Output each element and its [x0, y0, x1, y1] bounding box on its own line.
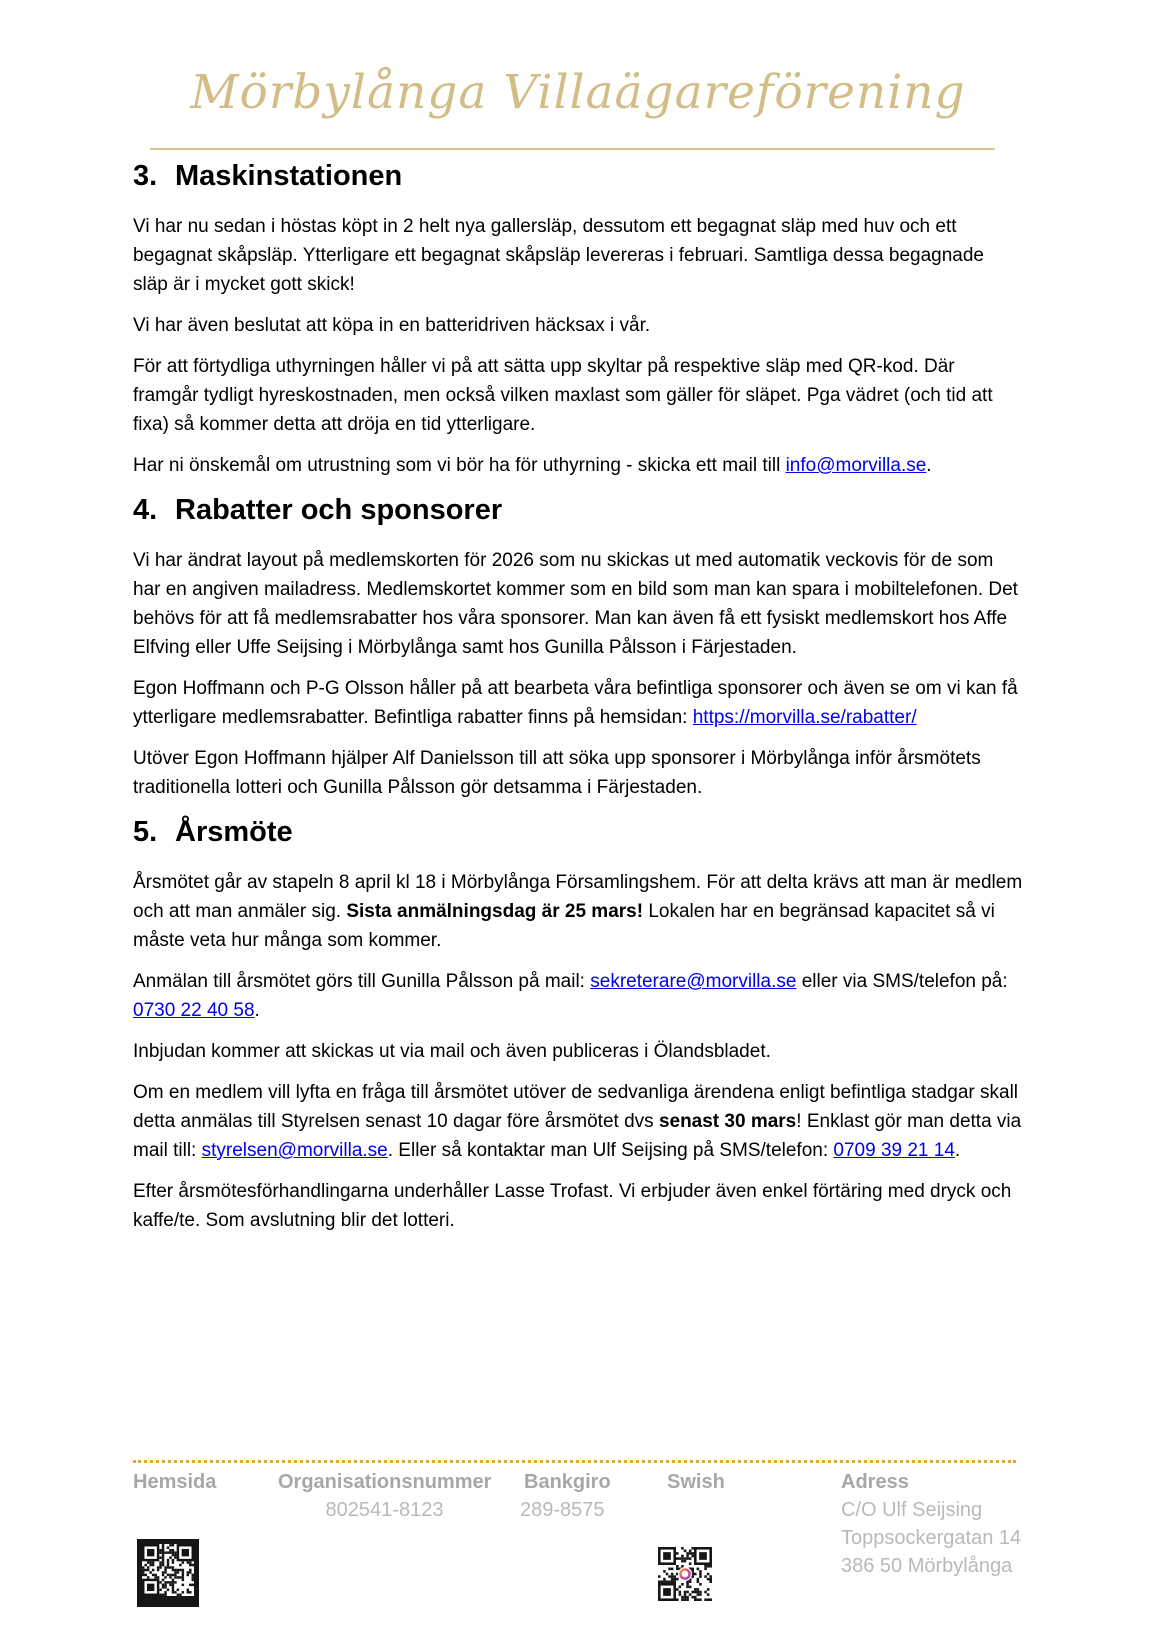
section-maskinstationen [133, 158, 1023, 480]
text-run: . [254, 1000, 260, 1021]
paragraph [133, 868, 1023, 955]
footer-col-hemsida [133, 1469, 216, 1495]
link-sekreterare-morvilla-se[interactable]: sekreterare@morvilla.se [590, 971, 797, 992]
paragraph [133, 1037, 1023, 1066]
link-0709-39-21-14[interactable]: 0709 39 21 14 [833, 1140, 955, 1161]
adress-line-1: C/O Ulf Seijsing [841, 1499, 983, 1521]
bankgiro-value: 289-8575 [520, 1499, 605, 1521]
page-footer [0, 1455, 1156, 1637]
text-run: Vi har även beslutat att köpa in en batteridriven häcksax i vår. [133, 315, 651, 336]
text-run: Vi har ändrat layout på medlemskorten för 2026 som nu skickas ut med automatik veckovis för de som har en angiven mailadress. Medlemskortet kommer som en bild som man kan spara i mobiltelefonen. Det behövs för att få medlemsrabatter hos våra sponsorer. Man kan även få ett fysiskt medlemskort hos Affe Elfving eller Uffe Seijsing i Mörbylånga samt hos Gunilla Pålsson i Färjestaden. [133, 550, 1018, 658]
footer-col-orgnr [278, 1469, 491, 1495]
adress-line-3: 386 50 Mörbylånga [841, 1555, 1013, 1577]
section-rsm-te [133, 814, 1023, 1235]
text-run: Inbjudan kommer att skickas ut via mail och även publiceras i Ölandsbladet. [133, 1041, 771, 1062]
text-run: . [926, 455, 932, 476]
section-title: Maskinstationen [175, 160, 403, 192]
paragraph [133, 311, 1023, 340]
section-number: 3. [133, 160, 158, 192]
header-divider [150, 148, 995, 150]
paragraph [133, 546, 1023, 662]
footer-value-bankgiro [520, 1496, 620, 1524]
footer-col-swish [667, 1469, 725, 1495]
text-run: . [954, 1140, 961, 1161]
paragraph [133, 674, 1023, 732]
text-run: För att förtydliga uthyrningen håller vi på att sätta upp skyltar på respektive släp med QR-kod. Där framgår tydligt hyreskostnaden, men också vilken maxlast som gäller för släpet. Pga vädret (och tid att fixa) så kommer detta att dröja en tid ytterligare. [133, 356, 993, 435]
section-title: Rabatter och sponsorer [175, 494, 503, 526]
link-styrelsen-morvilla-se[interactable]: styrelsen@morvilla.se [201, 1140, 388, 1161]
section-heading [133, 814, 1023, 850]
text-run: . Eller så kontaktar man Ulf Seijsing på SMS/telefon: [387, 1140, 834, 1161]
paragraph [133, 352, 1023, 439]
link-https-morvilla-se-rabatter[interactable]: https://morvilla.se/rabatter/ [692, 707, 917, 728]
footer-col-adress [841, 1469, 909, 1495]
text-run: Om en medlem vill lyfta en fråga till årsmötet utöver de sedvanliga ärendena enligt befintliga stadgar skall detta anmälas till Styrelsen senast 10 dagar före årsmötet dvs [133, 1082, 1019, 1132]
swish-qr-code-icon [658, 1547, 712, 1601]
bold-text: Sista anmälningsdag är 25 mars! [346, 901, 644, 922]
text-run: Utöver Egon Hoffmann hjälper Alf Danielsson till att söka upp sponsorer i Mörbylånga inför årsmötets traditionella lotteri och Gunilla Pålsson gör detsamma i Färjestaden. [133, 748, 981, 798]
text-run: eller via SMS/telefon på: [796, 971, 1008, 992]
hemsida-qr-code-icon [137, 1539, 199, 1607]
footer-label-swish: Swish [667, 1471, 725, 1493]
link-0730-22-40-58[interactable]: 0730 22 40 58 [133, 1000, 255, 1021]
section-rabatter-och-sponsorer [133, 492, 1023, 802]
paragraph [133, 1177, 1023, 1235]
footer-label-orgnr: Organisationsnummer [278, 1471, 492, 1493]
section-number: 4. [133, 494, 158, 526]
text-run: Har ni önskemål om utrustning som vi bör ha för uthyrning - skicka ett mail till [133, 455, 786, 476]
paragraph [133, 212, 1023, 299]
footer-col-bankgiro [524, 1469, 611, 1495]
link-info-morvilla-se[interactable]: info@morvilla.se [785, 455, 927, 476]
footer-label-bankgiro: Bankgiro [524, 1471, 611, 1493]
paragraph [133, 451, 1023, 480]
text-run: Efter årsmötesförhandlingarna underhåller Lasse Trofast. Vi erbjuder även enkel förtäring med dryck och kaffe/te. Som avslutning blir det lotteri. [133, 1181, 1012, 1231]
section-title: Årsmöte [175, 816, 293, 848]
footer-label-adress: Adress [841, 1471, 909, 1493]
section-heading [133, 492, 1023, 528]
newsletter-body [133, 158, 1023, 1247]
paragraph [133, 967, 1023, 1025]
section-heading [133, 158, 1023, 194]
footer-divider [133, 1460, 1016, 1463]
footer-label-hemsida: Hemsida [133, 1471, 217, 1493]
text-run: Egon Hoffmann och P-G Olsson håller på att bearbeta våra befintliga sponsorer och även se om vi kan få ytterligare medlemsrabatter. Befintliga rabatter finns på hemsidan: [133, 678, 1018, 728]
text-run: Årsmötet går av stapeln 8 april kl 18 i Mörbylånga Församlingshem. För att delta krävs att man är medlem och att man anmäler sig. [133, 872, 1023, 922]
text-run: Anmälan till årsmötet görs till Gunilla Pålsson på mail: [133, 971, 591, 992]
footer-value-adress [841, 1496, 1021, 1580]
footer-value-orgnr [278, 1496, 491, 1524]
text-run: ! Enklast gör man detta via mail till: [133, 1111, 1022, 1161]
adress-line-2: Toppsockergatan 14 [841, 1527, 1022, 1549]
paragraph [133, 1078, 1023, 1165]
orgnr-value: 802541-8123 [325, 1499, 444, 1521]
text-run: Vi har nu sedan i höstas köpt in 2 helt nya gallersläp, dessutom ett begagnat släp med huv och ett begagnat skåpsläp. Ytterligare ett begagnat skåpsläp levereras i februari. Samtliga dessa begagnade släp är i mycket gott skick! [133, 216, 984, 295]
text-run: Lokalen har en begränsad kapacitet så vi måste veta hur många som kommer. [133, 901, 995, 951]
paragraph [133, 744, 1023, 802]
org-logo-script-text: Mörbylånga Villaägareförening [190, 65, 966, 120]
section-number: 5. [133, 816, 158, 848]
bold-text: senast 30 mars [658, 1111, 797, 1132]
